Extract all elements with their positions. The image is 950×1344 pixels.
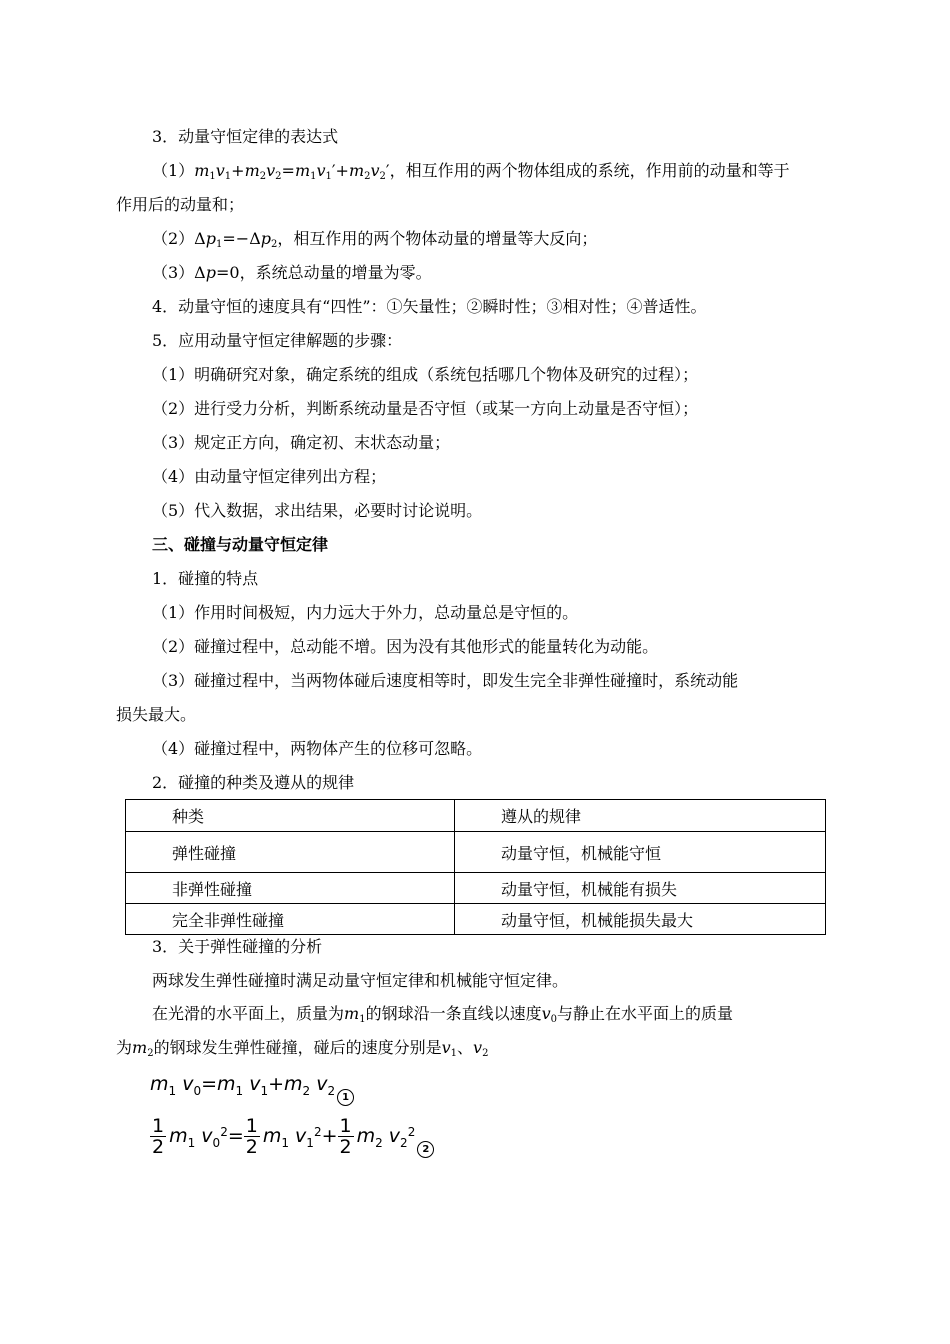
elastic-setup-line-1: 在光滑的水平面上，质量为$m_1$的钢球沿一条直线以速度$v_0$与静止在水平面上的质量 bbox=[152, 1004, 734, 1025]
table-cell: 完全非弹性碰撞 bbox=[126, 904, 455, 935]
equation-number-2: 2 bbox=[417, 1141, 434, 1158]
formula-line-1: $(1)m_1v_1+m_2v_2=m_1v_1'+m_2v_2'$，相互作用的两个物体组成的系统，作用前的动量和等于 bbox=[152, 161, 790, 182]
step-4: （4）由动量守恒定律列出方程； bbox=[152, 467, 387, 486]
table-row bbox=[126, 904, 826, 935]
table-row bbox=[126, 873, 826, 904]
feature-4: （4）碰撞过程中，两物体产生的位移可忽略。 bbox=[152, 739, 483, 758]
feature-1: （1）作用时间极短，内力远大于外力，总动量总是守恒的。 bbox=[152, 603, 579, 622]
step-2: （2）进行受力分析，判断系统动量是否守恒（或某一方向上动量是否守恒）； bbox=[152, 399, 699, 418]
equation-energy: $\frac{1}{2}$ $m_1$ $v_0^2=$ $\frac{1}{2}$ $m_1$ $v_1^2+$ $\frac{1}{2}$ $m_2$ $v_2^22$ bbox=[150, 1116, 434, 1158]
formula-line-1-cont: 作用后的动量和； bbox=[116, 195, 245, 214]
feature-3: （3）碰撞过程中，当两物体碰后速度相等时，即发生完全非弹性碰撞时，系统动能 bbox=[152, 671, 739, 690]
table-cell: 动量守恒，机械能有损失 bbox=[455, 873, 826, 904]
heading-collision-types: 2．碰撞的种类及遵从的规律 bbox=[152, 773, 355, 792]
elastic-statement: 两球发生弹性碰撞时满足动量守恒定律和机械能守恒定律。 bbox=[152, 971, 569, 990]
formula-line-2: $(2)\Delta p_1=-\Delta p_2$，相互作用的两个物体动量的增量等大反向； bbox=[152, 229, 598, 250]
step-5: （5）代入数据，求出结果，必要时讨论说明。 bbox=[152, 501, 483, 520]
equation-number-1: 1 bbox=[337, 1089, 354, 1106]
heading-elastic-analysis: 3．关于弹性碰撞的分析 bbox=[152, 937, 323, 956]
step-3: （3）规定正方向，确定初、末状态动量； bbox=[152, 433, 451, 452]
table-cell: 动量守恒，机械能损失最大 bbox=[455, 904, 826, 935]
step-1: （1）明确研究对象，确定系统的组成（系统包括哪几个物体及研究的过程）； bbox=[152, 365, 699, 384]
section-heading-collision: 三、碰撞与动量守恒定律 bbox=[152, 535, 329, 554]
heading-expression: 3．动量守恒定律的表达式 bbox=[152, 127, 339, 146]
formula-line-3: （3）Δp=0，系统总动量的增量为零。 bbox=[152, 263, 432, 282]
table-row bbox=[126, 832, 826, 873]
table-cell: 非弹性碰撞 bbox=[126, 873, 455, 904]
table-header-cell: 种类 bbox=[126, 800, 455, 832]
heading-collision-features: 1．碰撞的特点 bbox=[152, 569, 259, 588]
collision-types-table bbox=[125, 799, 826, 935]
table-header-cell: 遵从的规律 bbox=[455, 800, 826, 832]
feature-3-cont: 损失最大。 bbox=[116, 705, 197, 724]
four-properties: 4．动量守恒的速度具有“四性”：①矢量性；②瞬时性；③相对性；④普适性。 bbox=[152, 297, 707, 316]
elastic-setup-line-2: 为$m_2$的钢球发生弹性碰撞，碰后的速度分别是$v_1$、$v_2$ bbox=[116, 1038, 489, 1059]
equation-momentum: $m_1$ $v_0=m_1$ $v_1+m_2$ $v_2$ 1 bbox=[150, 1073, 354, 1106]
heading-steps: 5．应用动量守恒定律解题的步骤： bbox=[152, 331, 403, 350]
feature-2: （2）碰撞过程中，总动能不增。因为没有其他形式的能量转化为动能。 bbox=[152, 637, 659, 656]
table-header-row bbox=[126, 800, 826, 832]
table-cell: 弹性碰撞 bbox=[126, 832, 455, 873]
table-cell: 动量守恒，机械能守恒 bbox=[455, 832, 826, 873]
